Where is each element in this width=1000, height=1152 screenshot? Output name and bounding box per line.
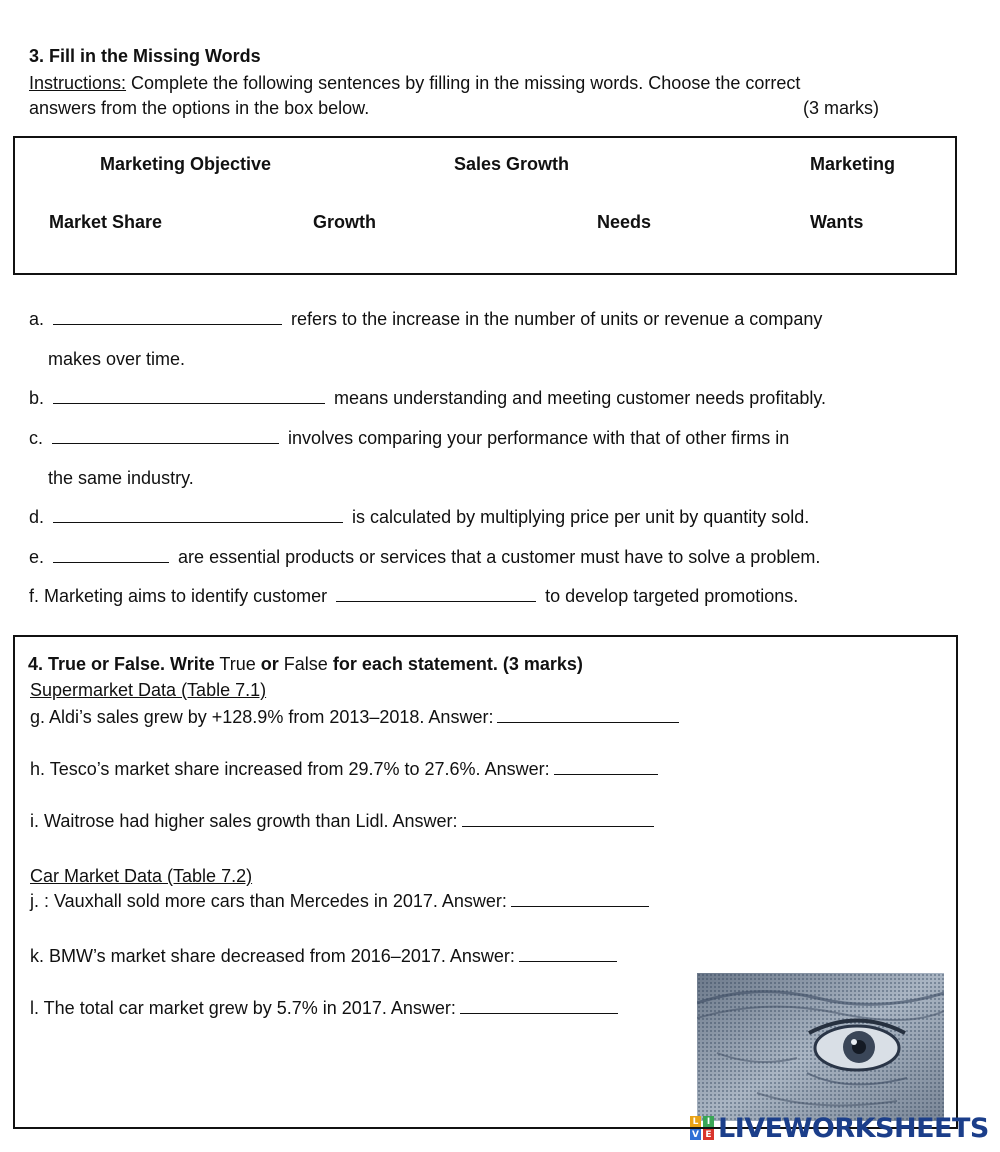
item-d xyxy=(29,506,809,528)
answer-blank-b[interactable] xyxy=(53,387,325,404)
item-a-label: a. xyxy=(29,309,45,329)
statement-g xyxy=(30,706,679,728)
answer-blank-d[interactable] xyxy=(53,506,343,523)
item-c xyxy=(29,427,789,449)
false-word: False xyxy=(283,654,328,674)
item-d-text: is calculated by multiplying price per unit by quantity sold. xyxy=(352,507,810,527)
statement-l-text: l. The total car market grew by 5.7% in 2017. Answer: xyxy=(30,998,456,1018)
statement-k-text: k. BMW’s market share decreased from 2016–2017. Answer: xyxy=(30,946,515,966)
statement-g-text: g. Aldi’s sales grew by +128.9% from 2013–2018. Answer: xyxy=(30,707,494,727)
statement-l xyxy=(30,997,618,1019)
answer-blank-k[interactable] xyxy=(519,945,617,962)
answer-blank-l[interactable] xyxy=(460,997,618,1014)
item-a xyxy=(29,308,822,330)
item-b-label: b. xyxy=(29,388,45,408)
banknote-eye-image-svg xyxy=(697,973,944,1121)
answer-blank-c[interactable] xyxy=(52,427,279,444)
marks-label: (3 marks) xyxy=(803,98,879,118)
statement-h-text: h. Tesco’s market share increased from 29.7% to 27.6%. Answer: xyxy=(30,759,550,779)
answer-blank-a[interactable] xyxy=(53,308,282,325)
word-bank-box xyxy=(13,136,957,275)
word-bank-item: Needs xyxy=(597,212,652,232)
statement-k xyxy=(30,945,617,967)
statement-h xyxy=(30,758,658,780)
statement-j-text: j. : Vauxhall sold more cars than Mercedes in 2017. Answer: xyxy=(30,891,507,911)
instructions-text-1: Complete the following sentences by filling in the missing words. Choose the correct xyxy=(126,73,801,93)
item-b xyxy=(29,387,826,409)
item-f-post: to develop targeted promotions. xyxy=(545,586,799,606)
item-c-label: c. xyxy=(29,428,44,448)
item-e-label: e. xyxy=(29,547,45,567)
instructions-line-2: answers from the options in the box below. xyxy=(29,98,370,118)
supermarket-heading: Supermarket Data (Table 7.1) xyxy=(30,680,267,700)
section-3-title: 3. Fill in the Missing Words xyxy=(29,46,261,66)
instructions-label: Instructions: xyxy=(29,73,127,93)
word-bank-item: Marketing xyxy=(810,154,896,174)
section-4-title-b: for each statement. (3 marks) xyxy=(332,654,583,674)
item-d-label: d. xyxy=(29,507,45,527)
item-b-text: means understanding and meeting customer needs profitably. xyxy=(334,388,827,408)
liveworksheets-logo xyxy=(690,1113,989,1143)
word-bank-item: Growth xyxy=(313,212,376,232)
or-word: or xyxy=(260,654,279,674)
item-e-text: are essential products or services that a customer must have to solve a problem. xyxy=(178,547,821,567)
answer-blank-f[interactable] xyxy=(336,585,536,602)
item-a-text: refers to the increase in the number of units or revenue a company xyxy=(291,309,823,329)
statement-i-text: i. Waitrose had higher sales growth than Lidl. Answer: xyxy=(30,811,458,831)
section-4-title xyxy=(28,653,583,675)
word-bank-item: Marketing Objective xyxy=(100,154,272,174)
word-bank-item: Market Share xyxy=(49,212,163,232)
word-bank-item: Wants xyxy=(810,212,864,232)
item-f-pre: f. Marketing aims to identify customer xyxy=(29,586,328,606)
statement-i xyxy=(30,810,654,832)
item-c-continuation: the same industry. xyxy=(48,468,194,488)
car-market-heading: Car Market Data (Table 7.2) xyxy=(30,866,253,886)
answer-blank-g[interactable] xyxy=(497,706,679,723)
item-c-text: involves comparing your performance with that of other firms in xyxy=(288,428,790,448)
item-f xyxy=(29,585,798,607)
word-bank-item: Sales Growth xyxy=(454,154,570,174)
item-e xyxy=(29,546,820,568)
instructions-line-1 xyxy=(29,72,800,94)
item-a-continuation: makes over time. xyxy=(48,349,186,369)
logo-text: LIVEWORKSHEETS xyxy=(718,1112,989,1144)
logo-icon: L I V E xyxy=(690,1116,714,1140)
answer-blank-i[interactable] xyxy=(462,810,654,827)
banknote-eye-image xyxy=(697,973,944,1121)
section-4-title-a: 4. True or False. Write xyxy=(28,654,215,674)
answer-blank-h[interactable] xyxy=(554,758,658,775)
answer-blank-e[interactable] xyxy=(53,546,169,563)
true-word: True xyxy=(219,654,256,674)
statement-j xyxy=(30,890,649,912)
answer-blank-j[interactable] xyxy=(511,890,649,907)
